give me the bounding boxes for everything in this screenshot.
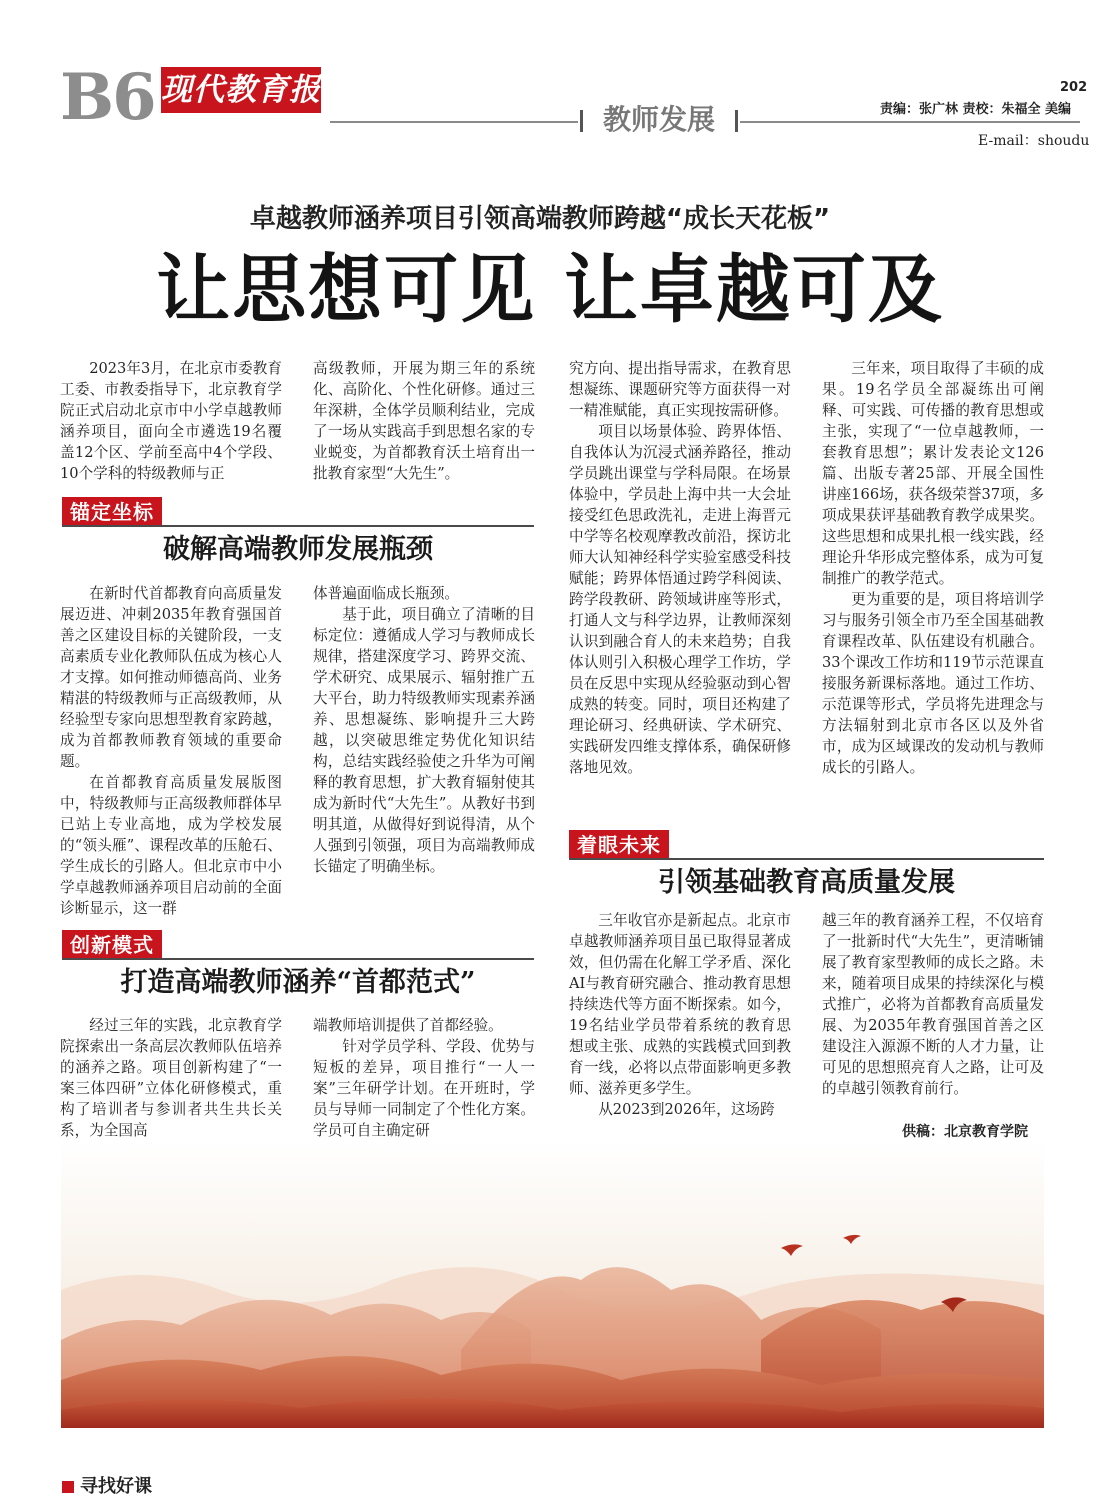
intro-column-2 (313, 358, 535, 484)
section2-column-1 (60, 1015, 282, 1141)
body-paragraph: 经过三年的实践，北京教育学院探索出一条高层次教师队伍培养的涵养之路。项目创新构建了“一案三体四研”立体化研修模式，重构了培训者与参训者共生共长关系，为全国高 (60, 1017, 282, 1139)
body-paragraph: 针对学员学科、学段、优势与短板的差异，项目推行“一人一案”三年研学计划。在开班时，学员与导师一同制定了个性化方案。学员可自主确定研 (313, 1038, 535, 1139)
body-paragraph: 越三年的教育涵养工程，不仅培育了一批新时代“大先生”，更清晰铺展了教育家型教师的成长之路。未来，随着项目成果的持续深化与模式推广，必将为首都教育高质量发展、为2035年教育强国首善之区建设注入源源不断的人才力量，让可见的思想照亮育人之路，让可及的卓越引领教育前行。 (822, 912, 1044, 1097)
body-paragraph: 究方向、提出指导需求，在教育思想凝练、课题研究等方面获得一对一精准赋能，真正实现按需研修。 (569, 360, 791, 419)
body-paragraph: 三年收官亦是新起点。北京市卓越教师涵养项目虽已取得显著成效，但仍需在化解工学矛盾、深化AI与教育研究融合、推动教育思想持续迭代等方面不断探索。如今，19名结业学员带着系统的教育思想或主张、成熟的实践模式回到教育一线，必将以点带面影响更多教师、滋养更多学生。 (569, 912, 791, 1097)
teaser-text: 寻找好课 (80, 1476, 152, 1497)
body-paragraph: 从2023到2026年，这场跨 (598, 1101, 775, 1118)
section-tag-future: 着眼未来 (569, 830, 669, 860)
header-rule-right (740, 121, 1080, 123)
section-rule (569, 858, 1044, 860)
square-bullet-icon (62, 1481, 74, 1493)
page-number: B6 (60, 60, 155, 135)
body-paragraph: 项目以场景体验、跨界体悟、自我体认为沉浸式涵养路径，推动学员跳出课堂与学科局限。在场景体验中，学员赴上海中共一大会址接受红色思政洗礼，走进上海晋元中学等名校观摩教改前沿，探访北师大认知神经科学实验室感受科技赋能；跨界体悟通过跨学科阅读、跨学段教研、跨领域讲座等形式，打通人文与科学边界，让教师深刻认识到融合育人的未来趋势；自我体认则引入积极心理学工作坊，学员在反思中实现从经验驱动到心智成熟的转变。同时，项目还构建了理论研习、经典研读、学术研究、实践研发四维支撑体系，确保研修落地见效。 (569, 423, 791, 776)
date-fragment: 202 (1060, 80, 1088, 95)
section-title: 破解高端教师发展瓶颈 (163, 534, 433, 565)
body-paragraph: 在新时代首都教育向高质量发展迈进、冲刺2035年教育强国首善之区建设目标的关键阶段，一支高素质专业化教师队伍成为核心人才支撑。如何推动师德高尚、业务精湛的特级教师与正高级教师，从经验型专家向思想型教育家跨越，成为首都教师教育领域的重要命题。 (60, 585, 282, 770)
column-3 (569, 358, 791, 778)
header-rule-left (330, 121, 578, 123)
section-tag-innovation: 创新模式 (62, 930, 162, 960)
body-paragraph: 基于此，项目确立了清晰的目标定位：遵循成人学习与教师成长规律，搭建深度学习、跨界交流、学术研究、成果展示、辐射推广五大平台，助力特级教师实现素养涵养、思想凝练、影响提升三大跨越，以突破思维定势优化知识结构，总结实践经验使之升华为可阐释的教育思想，扩大教育辐射使其成为新时代“大先生”。从教好书到明其道，从做得好到说得清，从个人强到引领强，项目为高端教师成长锚定了明确坐标。 (313, 606, 535, 875)
section3-column-1 (569, 910, 791, 1120)
section2-column-2 (313, 1015, 535, 1141)
section-rule (62, 525, 534, 527)
section-name: 教师发展 (580, 100, 738, 140)
main-headline: 让思想可见 让卓越可及 (156, 247, 944, 333)
section3-column-2 (822, 910, 1044, 1099)
headline-kicker: 卓越教师涵养项目引领高端教师跨越“成长天花板” (249, 204, 831, 234)
editors-line: 责编：张广林 责校：朱福全 美编 (880, 102, 1072, 117)
body-paragraph: 在首都教育高质量发展版图中，特级教师与正高级教师群体早已站上专业高地，成为学校发展的“领头雁”、课程改革的压舱石、学生成长的引路人。但北京市中小学卓越教师涵养项目启动前的全面诊断显示，这一群 (60, 774, 282, 917)
section-rule (62, 958, 534, 960)
newspaper-logo: 现代教育报 (161, 67, 321, 113)
next-article-teaser (62, 1472, 152, 1497)
landscape-illustration (61, 1140, 1044, 1428)
section1-column-2 (313, 583, 535, 877)
intro-paragraph: 高级教师，开展为期三年的系统化、高阶化、个性化研修。通过三年深耕，全体学员顺利结业，完成了一场从实践高手到思想名家的专业蜕变，为首都教育沃土培育出一批教育家型“大先生”。 (313, 360, 535, 482)
email-line: E-mail：shoudu (978, 133, 1090, 149)
section-title: 引领基础教育高质量发展 (658, 867, 955, 898)
intro-paragraph: 2023年3月，在北京市委教育工委、市教委指导下，北京教育学院正式启动北京市中小学卓越教师涵养项目，面向全市遴选19名覆盖12个区、学前至高中4个学段、10个学科的特级教师与正 (60, 360, 282, 482)
article-credit: 供稿：北京教育学院 (902, 1124, 1028, 1140)
section-tag-anchor: 锚定坐标 (62, 497, 162, 527)
body-paragraph: 端教师培训提供了首都经验。 (313, 1017, 503, 1034)
body-paragraph: 体普遍面临成长瓶颈。 (313, 585, 459, 602)
body-paragraph: 更为重要的是，项目将培训学习与服务引领全市乃至全国基础教育课程改革、队伍建设有机融合。33个课改工作坊和119节示范课直接服务新课标落地。通过工作坊、示范课等形式，学员将先进理念与方法辐射到北京市各区以及外省市，成为区域课改的发动机与教师成长的引路人。 (822, 591, 1044, 776)
intro-column-1 (60, 358, 282, 484)
column-4 (822, 358, 1044, 778)
body-paragraph: 三年来，项目取得了丰硕的成果。19名学员全部凝练出可阐释、可实践、可传播的教育思想或主张，实现了“一位卓越教师，一套教育思想”；累计发表论文126篇、出版专著25部、开展全国性讲座166场，获各级荣誉37项，多项成果获评基础教育教学成果奖。这些思想和成果扎根一线实践，经理论升华形成完整体系，成为可复制推广的教学范式。 (822, 360, 1044, 587)
section1-column-1 (60, 583, 282, 919)
section-title: 打造高端教师涵养“首都范式” (120, 967, 476, 998)
